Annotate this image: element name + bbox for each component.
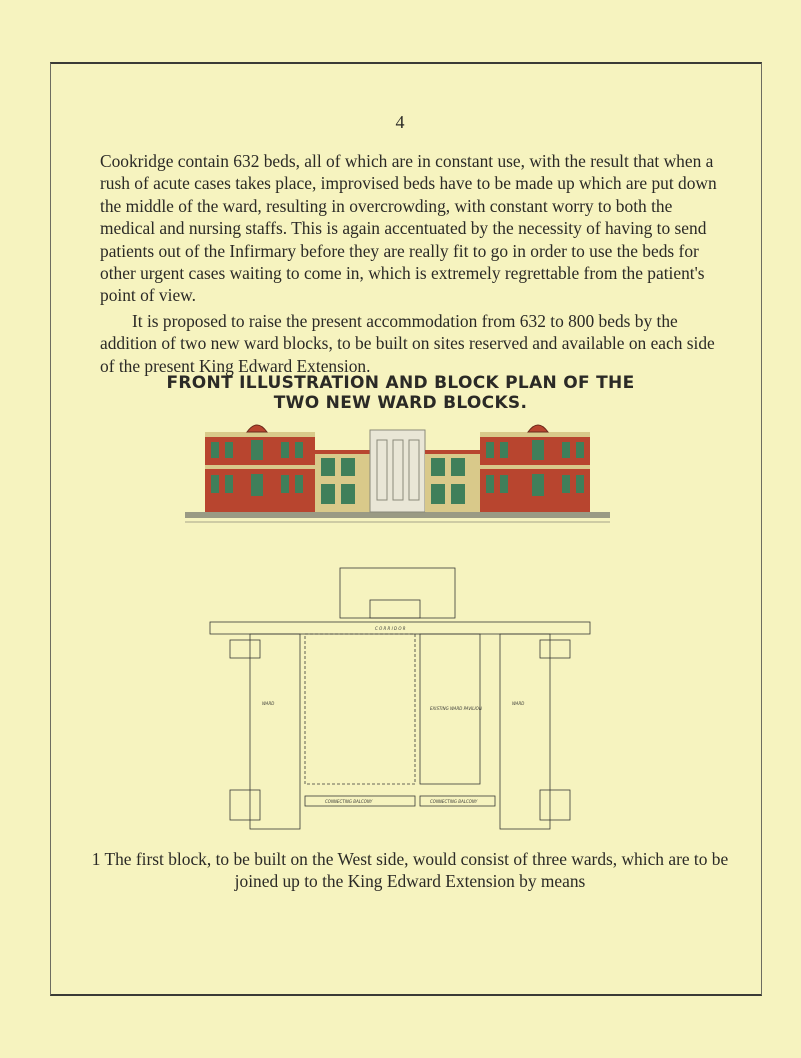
figure-heading-line-1: FRONT ILLUSTRATION AND BLOCK PLAN OF THE: [166, 373, 635, 393]
paragraph-2: It is proposed to raise the present accommodation from 632 to 800 beds by the addition of two new ward blocks, to be built on sites reserved and available on each side of the present King Edward Extension.: [100, 311, 715, 376]
corridor-label: C O R R I D O R: [375, 626, 406, 631]
page-number: 4: [395, 112, 406, 132]
connecting-balcony-left: CONNECTING BALCONY: [325, 799, 373, 804]
ward-label-right: WARD: [512, 701, 525, 706]
right-ward-block: [480, 425, 590, 512]
ward-label-left: WARD: [262, 701, 275, 706]
existing-pavilion: [370, 430, 425, 512]
left-ward-block: [205, 425, 315, 512]
right-connecting-wing: [425, 450, 480, 512]
front-elevation-illustration: [185, 420, 610, 545]
paragraph-1: Cookridge contain 632 beds, all of which are in constant use, with the result that when a rush of acute cases takes place, improvised beds have to be made up which are put down the middle of the ward, resulting in overcrowding, with constant worry to both the medical and nursing staffs. This is again accentuated by the necessity of having to send patients out of the Infirmary before they are really fit to go in order to use the beds for other urgent cases waiting to come in, which is extremely regrettable from the patient's point of view.: [100, 151, 717, 306]
left-connecting-wing: [315, 450, 370, 512]
figure-heading: [0, 373, 801, 413]
paragraph-3: 1 The first block, to be built on the West side, would consist of three wards, which are to be joined up to the King Edward Extension by means: [91, 849, 729, 892]
connecting-balcony-right: CONNECTING BALCONY: [430, 799, 478, 804]
existing-ward-label: EXISTING WARD PAVILION: [430, 706, 482, 711]
block-plan-drawing: [190, 560, 610, 830]
figure-heading-line-2: TWO NEW WARD BLOCKS.: [273, 393, 528, 413]
